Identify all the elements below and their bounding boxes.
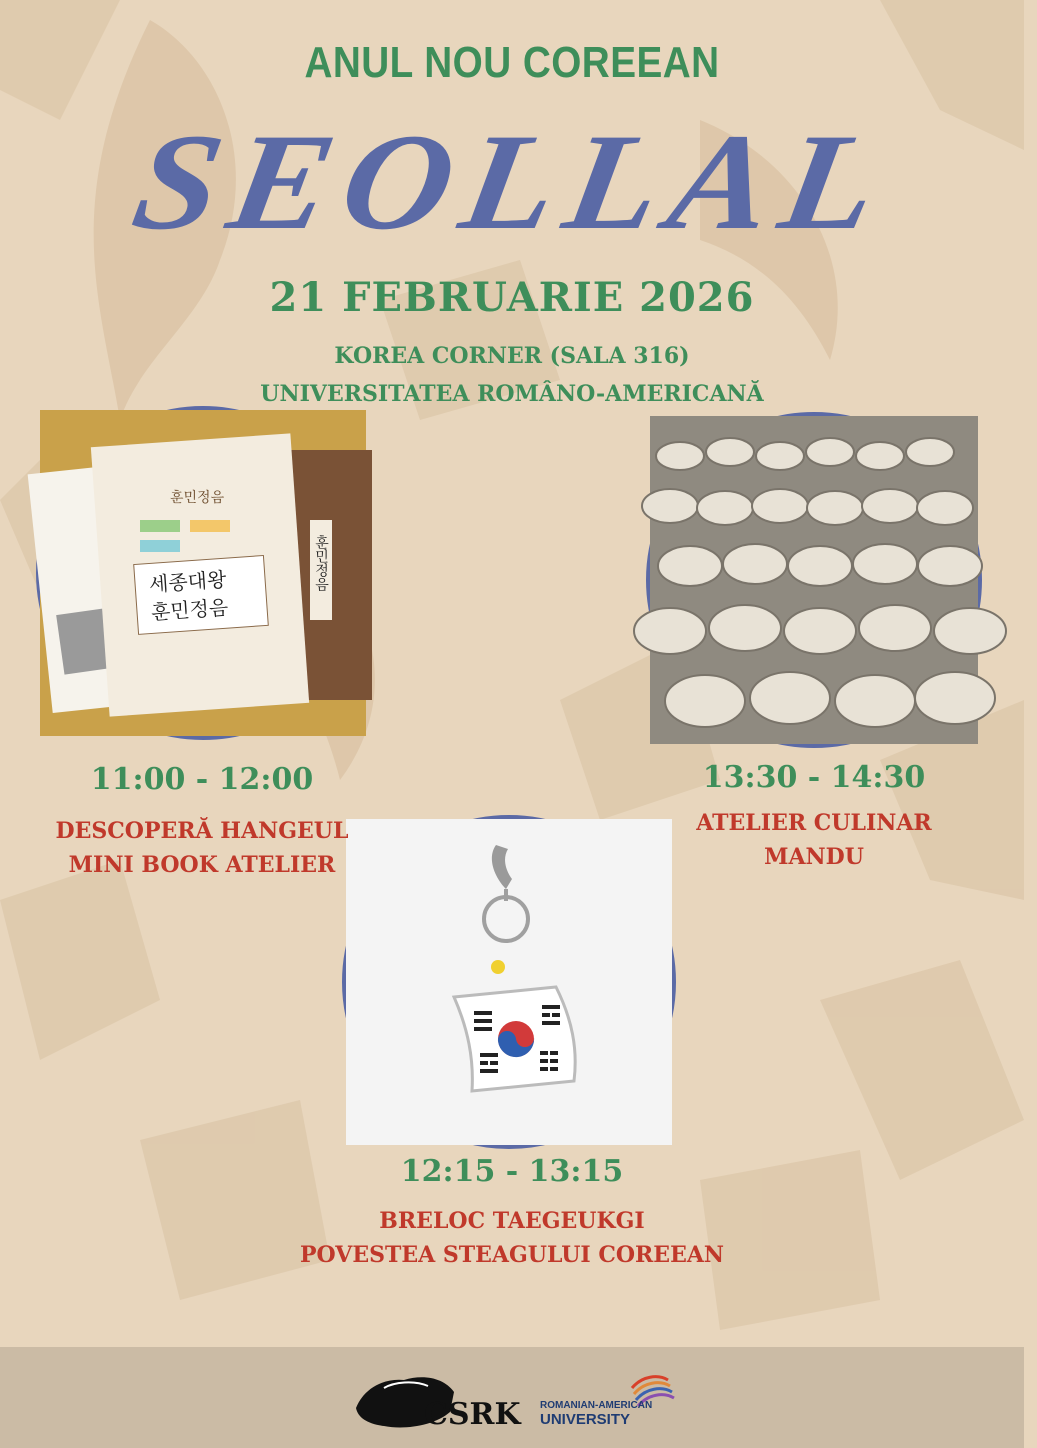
session-1-title-line2: MINI BOOK ATELIER [68, 852, 336, 878]
event-date: 21 FEBRUARIE 2026 [269, 274, 755, 321]
mandu-dumplings-photo [646, 412, 982, 748]
hangeul-minibook-photo [36, 406, 370, 740]
csrk-logo-text: CSRK [424, 1397, 521, 1432]
session-2-title-line2: MANDU [764, 844, 864, 870]
event-subtitle: ANUL NOU COREEAN [304, 38, 720, 87]
session-2-time: 13:30 - 14:30 [702, 760, 926, 795]
session-1-title-line1: DESCOPERĂ HANGEUL [55, 818, 349, 844]
session-3-title-line2: POVESTEA STEAGULUI COREEAN [299, 1242, 725, 1268]
csrk-logo [354, 1368, 521, 1434]
session-3-time: 12:15 - 13:15 [400, 1154, 624, 1189]
book-side-label: 훈민정음 [313, 535, 329, 591]
session-2-title-line1: ATELIER CULINAR [696, 810, 932, 836]
book-line-2: 훈민정음 [150, 595, 230, 625]
session-1-time: 11:00 - 12:00 [90, 762, 314, 797]
rau-logo-line2: UNIVERSITY [540, 1411, 631, 1428]
venue-room: KOREA CORNER (SALA 316) [334, 343, 690, 369]
rau-logo [540, 1372, 680, 1432]
book-heading: 훈민정음 [170, 490, 225, 506]
event-title: SEOLLAL [123, 105, 901, 259]
session-3-title-line1: BRELOC TAEGEUKGI [379, 1208, 645, 1234]
book-line-1: 세종대왕 [148, 567, 228, 597]
taegeukgi-keychain-photo [342, 815, 676, 1149]
rau-logo-line1: ROMANIAN-AMERICAN [540, 1400, 653, 1411]
venue-university: UNIVERSITATEA ROMÂNO-AMERICANĂ [260, 381, 764, 407]
